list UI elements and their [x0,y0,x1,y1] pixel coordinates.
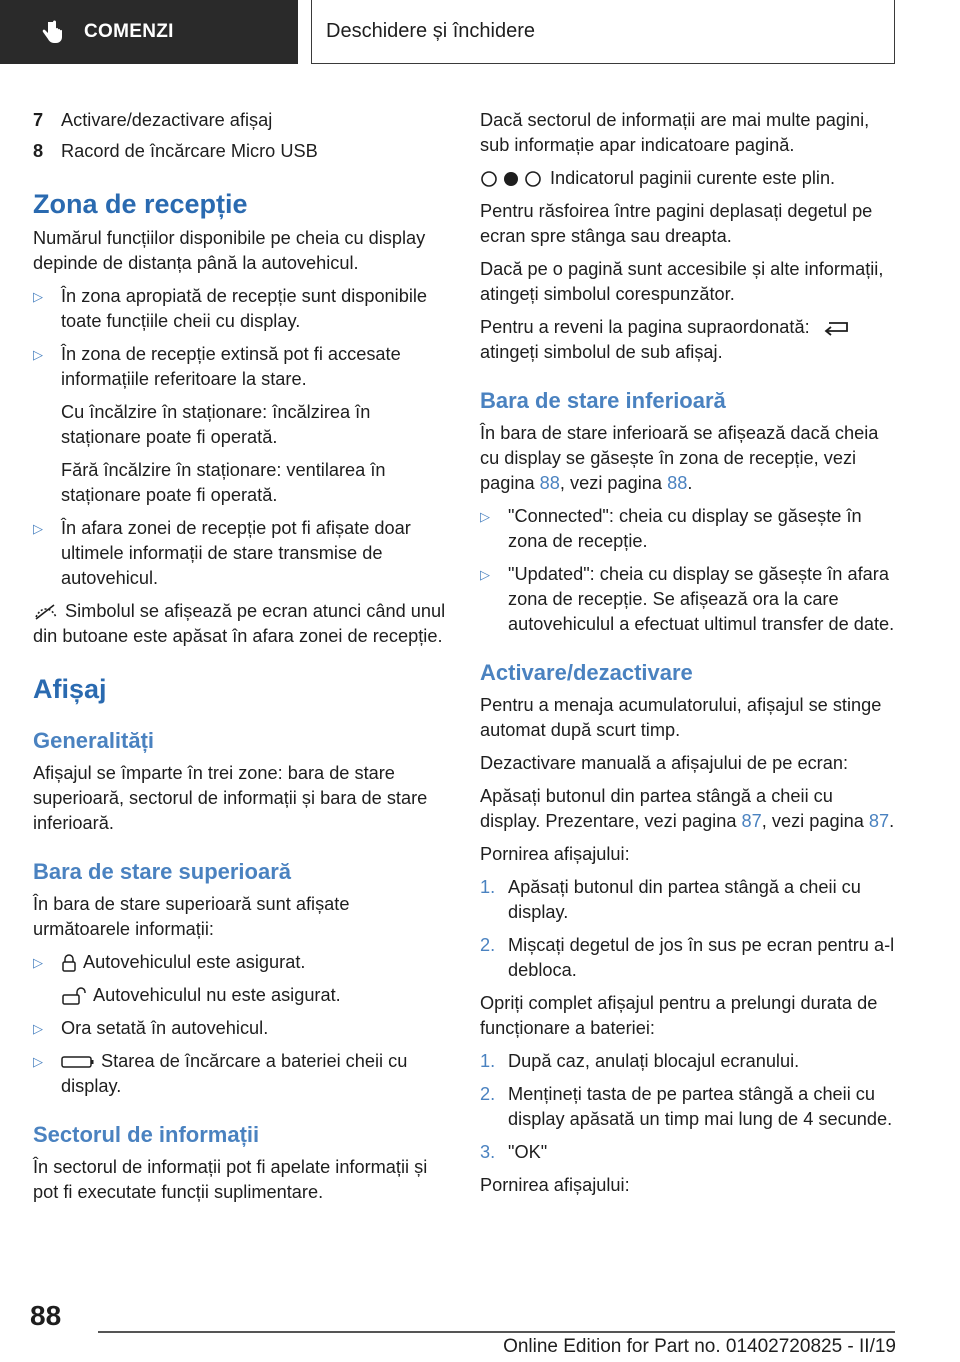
note-text: Simbolul se afișează pe ecran atunci când unul din butoane este apăsat în afara zonei de recepție. [33,601,446,646]
paragraph [480,315,896,365]
triangle-bullet-icon: ▷ [33,347,43,362]
sub-paragraph: Fără încălzire în staționare: ventilarea în staționare poate fi operată. [61,460,386,505]
page-link[interactable]: 87 [741,811,762,831]
numbered-step [480,875,896,925]
paragraph-text: În bara de stare inferioară se afișează dacă cheia cu display se găsește în zona de recepție, vezi pagina [480,423,879,493]
numbered-step [480,933,896,983]
numbered-step [480,1082,896,1132]
paragraph-text: . [889,811,895,831]
triangle-bullet-icon: ▷ [480,509,490,524]
triangle-bullet-icon: ▷ [33,1054,43,1069]
step-number: 1. [480,1051,496,1071]
bullet-text: "Connected": cheia cu display se găsește în zona de recepție. [508,506,862,551]
page-link[interactable]: 87 [868,811,890,831]
paragraph-text: Indicatorul paginii curente este plin. [550,168,836,188]
bullet-item [33,950,449,975]
step-text: După caz, anulați blocajul ecranului. [508,1051,800,1071]
chapter-title: Deschidere și închidere [311,0,895,64]
paragraph: Dacă sectorul de informații are mai multe pagini, sub informație apar indicatoare pagină. [480,110,870,155]
paragraph: Pentru a menaja acumulatorului, afișajul se stinge automat după scurt timp. [480,695,882,740]
step-text: Apăsați butonul din partea stângă a cheii cu display. [508,877,861,922]
numbered-step [480,1140,896,1165]
page-indicator-paragraph [480,166,896,191]
page-number: 88 [30,1300,62,1331]
sub-paragraph: Cu încălzire în staționare: încălzirea în staționare poate fi operată. [61,402,371,447]
footer-divider [98,1331,895,1333]
paragraph: În sectorul de informații pot fi apelate informații și pot fi executate funcții suplimentare. [33,1157,428,1202]
list-item [33,139,449,164]
bullet-text: În zona apropiată de recepție sunt disponibile toate funcțiile cheii cu display. [61,286,428,331]
triangle-bullet-icon: ▷ [33,289,43,304]
battery-icon [61,1055,95,1069]
paragraph: Pornirea afișajului: [480,844,630,864]
bullet-item [33,516,449,591]
item-number: 7 [33,110,44,130]
heading-sectorul-informatii: Sectorul de informații [33,1122,260,1147]
step-number: 3. [480,1142,496,1162]
lock-closed-icon [61,953,77,973]
bullet-text: În zona de recepție extinsă pot fi accesate informațiile referitoare la stare. [61,344,401,389]
step-text: Mențineți tasta de pe partea stângă a cheii cu display apăsată un timp mai lung de 4 secunde. [508,1084,893,1129]
paragraph-text: Pentru a reveni la pagina supraordonată: [480,317,810,337]
page-link[interactable]: 88 [667,473,688,493]
step-number: 2. [480,1084,496,1104]
triangle-bullet-icon: ▷ [33,1021,43,1036]
left-column [33,108,449,1213]
sub-paragraph [33,983,449,1008]
paragraph: Afișajul se împarte în trei zone: bara de stare superioară, sectorul de informații și bara de stare inferioară. [33,763,428,833]
bullet-item [480,504,896,554]
bullet-text: Autovehiculul este asigurat. [83,952,306,972]
triangle-bullet-icon: ▷ [33,955,43,970]
heading-activare-dezactivare: Activare/dezactivare [480,660,693,685]
paragraph: În bara de stare superioară sunt afișate următoarele informații: [33,894,350,939]
edition-footer: Online Edition for Part no. 01402720825 - II/19 [503,1336,896,1357]
item-text: Activare/dezactivare afișaj [61,110,273,130]
paragraph: Opriți complet afișajul pentru a prelungi durata de funcționare a bateriei: [480,993,878,1038]
heading-generalitati: Generalități [33,728,155,753]
paragraph-text: . [687,473,693,493]
bullet-text: Starea de încărcare a bateriei cheii cu display. [61,1051,408,1096]
paragraph-text: , vezi pagina [761,811,869,831]
numbered-step [480,1049,896,1074]
paragraph [480,784,896,834]
paragraph-text: atingeți simbolul de sub afișaj. [480,342,723,362]
list-item [33,108,449,133]
hand-touch-icon [40,19,64,45]
page-link[interactable]: 88 [539,473,560,493]
paragraph: Pornirea afișajului: [480,1175,630,1195]
heading-afisaj: Afișaj [33,674,107,704]
step-text: "OK" [508,1142,548,1162]
bullet-text: "Updated": cheia cu display se găsește în afara zona de recepție. Se afișează ora la care autovehiculul a efectuat ultimul transfer de date. [508,564,895,634]
paragraph: Dezactivare manuală a afișajului de pe ecran: [480,753,849,773]
paragraph [480,421,896,496]
paragraph-text: Apăsați butonul din partea stângă a cheii cu display. Prezentare, vezi pagina [480,786,833,831]
sub-text: Autovehiculul nu este asigurat. [93,985,341,1005]
bullet-item [480,562,896,637]
bullet-item [33,1049,449,1099]
paragraph: Dacă pe o pagină sunt accesibile și alte informații, atingeți simbolul corespunzător. [480,259,884,304]
heading-bara-inferioara: Bara de stare inferioară [480,388,726,413]
bullet-text: În afara zonei de recepție pot fi afișate doar ultimele informații de stare transmise de autovehicul. [61,518,411,588]
step-number: 1. [480,877,496,897]
paragraph-text: , vezi pagina [559,473,668,493]
step-number: 2. [480,935,496,955]
item-number: 8 [33,141,44,161]
heading-bara-superioara: Bara de stare superioară [33,859,292,884]
triangle-bullet-icon: ▷ [33,521,43,536]
signal-crossed-icon [33,603,59,621]
back-arrow-icon [823,320,851,336]
bullet-item [33,1016,449,1041]
page-indicator-dots-icon [480,170,544,188]
bullet-text: Ora setată în autovehicul. [61,1018,269,1038]
item-text: Racord de încărcare Micro USB [61,141,318,161]
paragraph: Numărul funcțiilor disponibile pe cheia cu display depinde de distanța până la autovehicul. [33,228,426,273]
right-column [480,108,896,1206]
note-paragraph [33,599,449,649]
heading-zona: Zona de recepție [33,189,248,219]
lock-open-icon [61,986,87,1006]
step-text: Mișcați degetul de jos în sus pe ecran pentru a-l debloca. [508,935,895,980]
section-label: COMENZI [84,21,174,42]
bullet-item [33,342,449,392]
triangle-bullet-icon: ▷ [480,567,490,582]
header-section-tab [0,0,298,64]
bullet-item [33,284,449,334]
paragraph: Pentru răsfoirea între pagini deplasați degetul pe ecran spre stânga sau dreapta. [480,201,873,246]
